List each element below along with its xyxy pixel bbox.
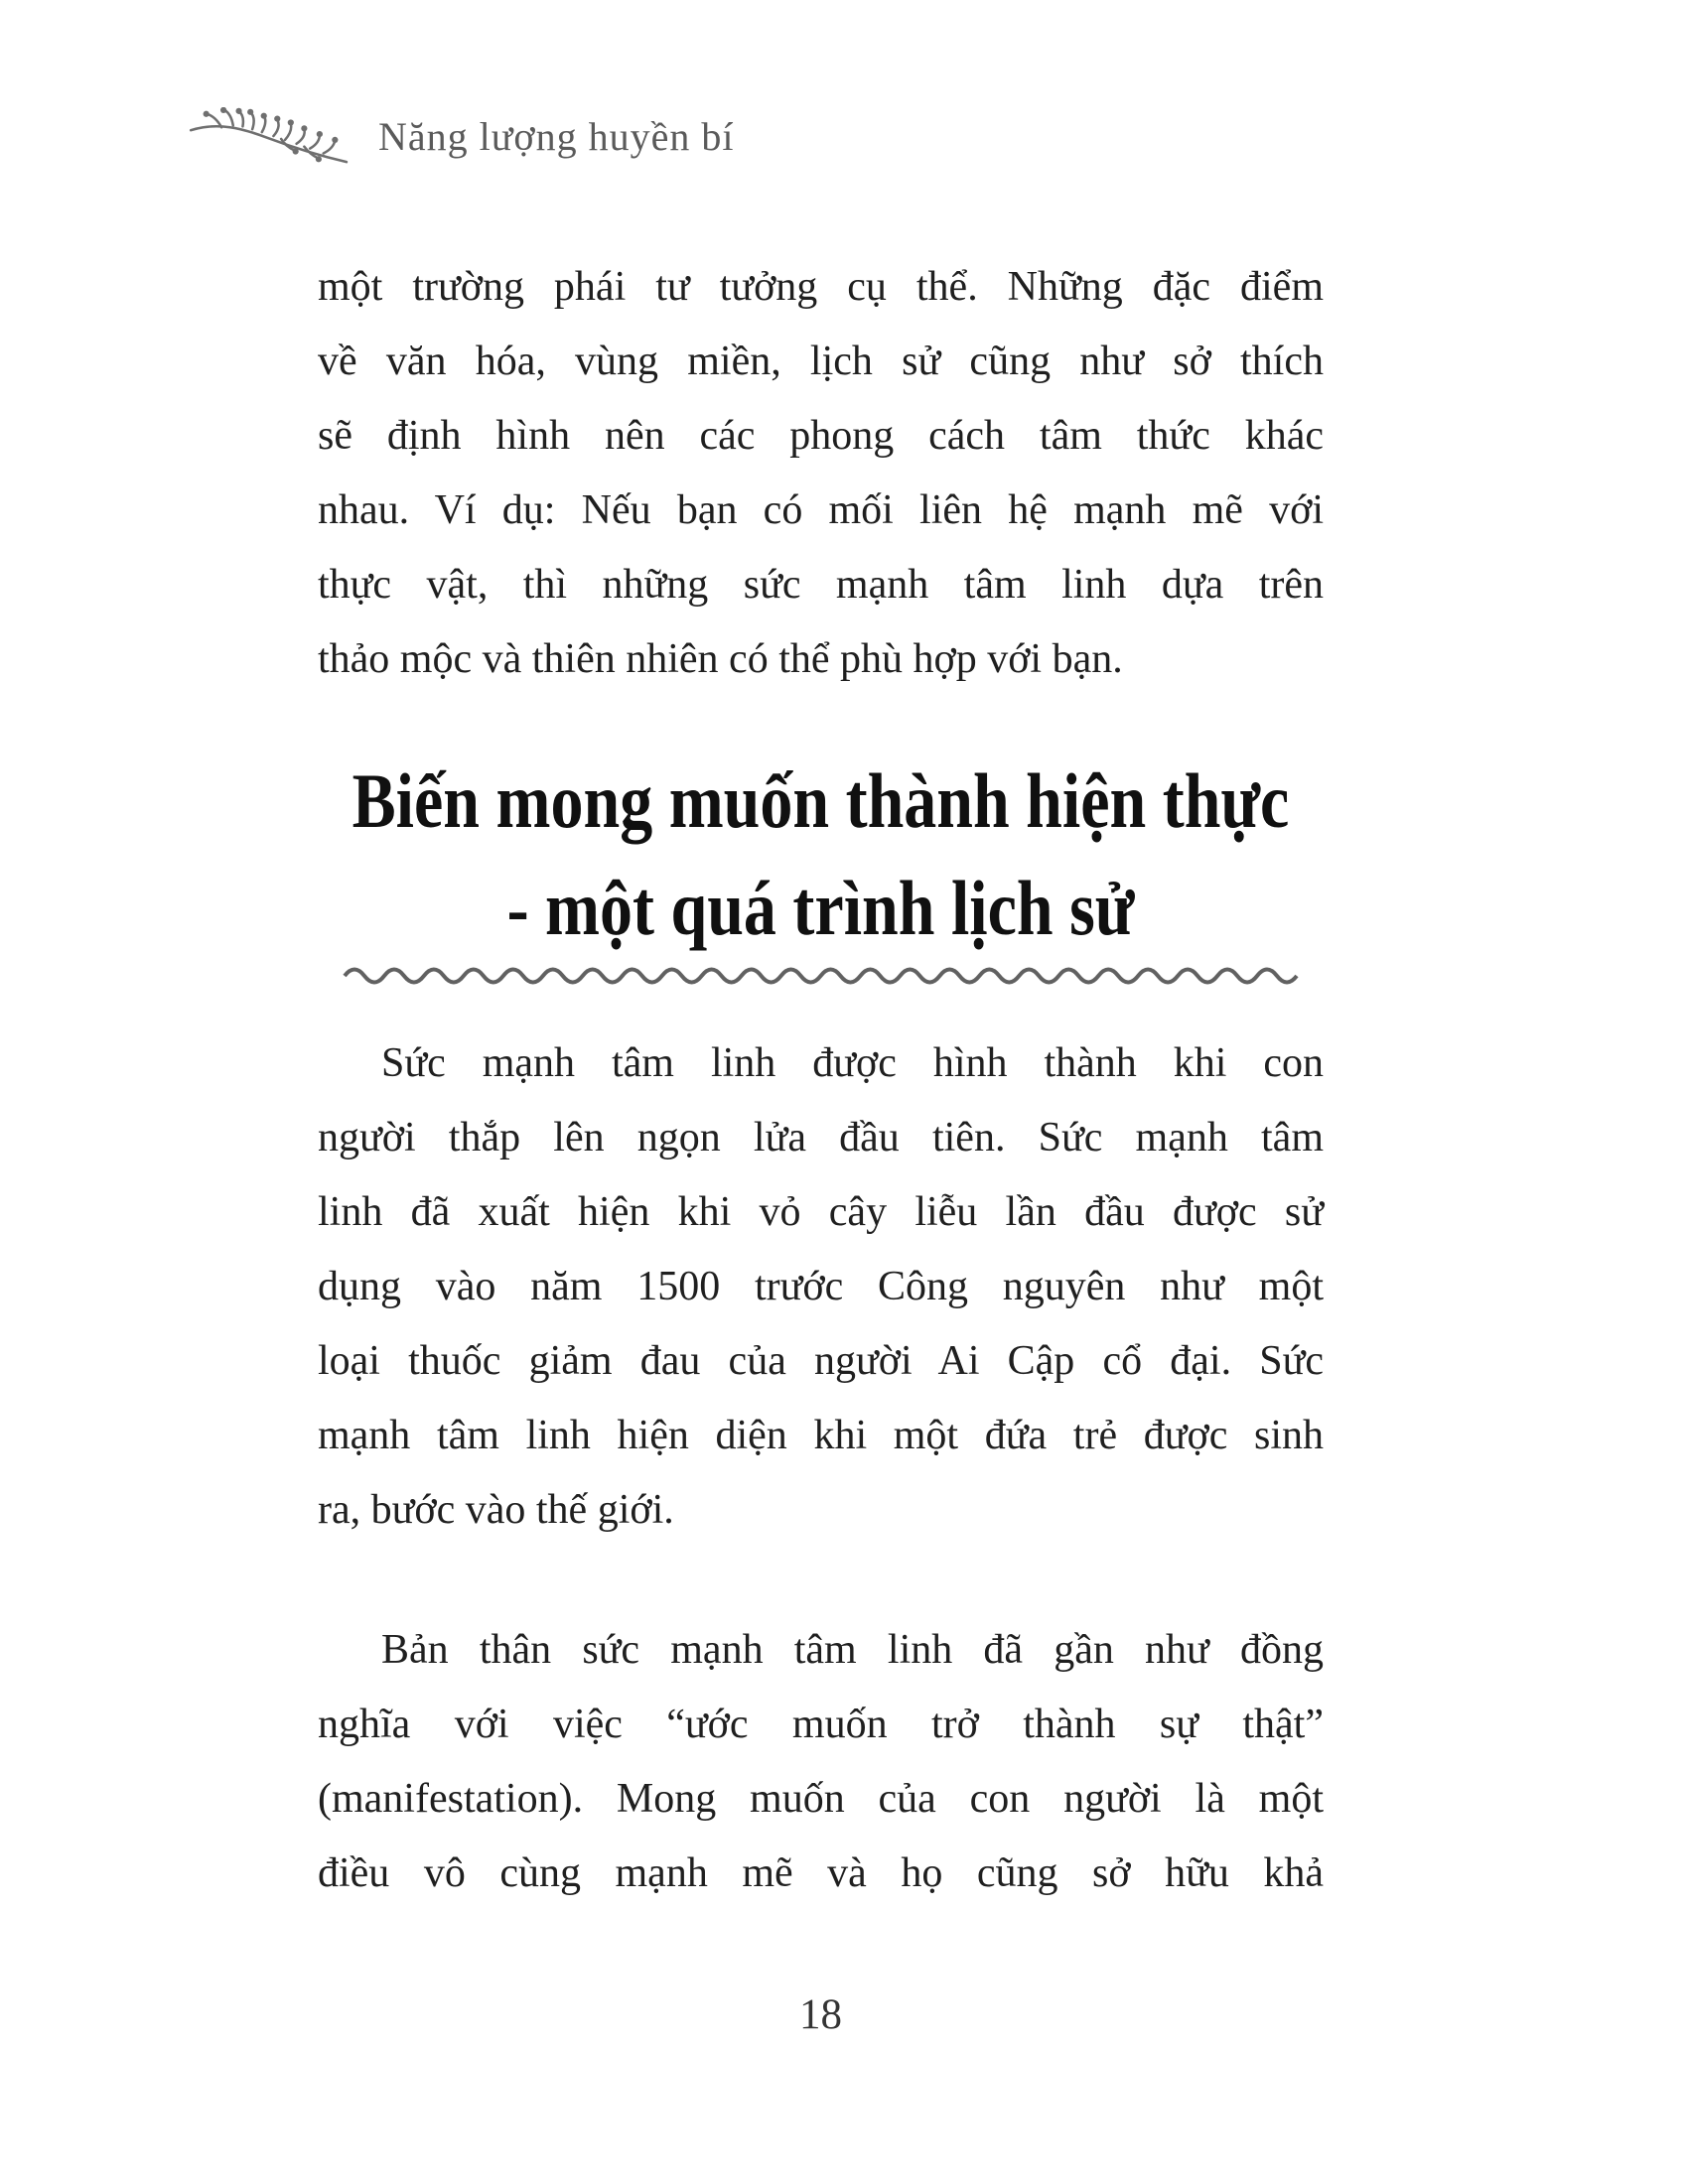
section-heading-text: - một quá trình lịch sử (506, 866, 1135, 952)
text-line: về văn hóa, vùng miền, lịch sử cũng như sở thích (318, 339, 1324, 384)
text-line: nghĩa với việc “ước muốn trở thành sự thật” (318, 1702, 1324, 1747)
running-header-title: Năng lượng huyền bí (378, 114, 735, 159)
text-line: loại thuốc giảm đau của người Ai Cập cổ đại. Sức (318, 1338, 1324, 1384)
text-line: ra, bước vào thế giới. (318, 1487, 674, 1533)
text-line: nhau. Ví dụ: Nếu bạn có mối liên hệ mạnh mẽ với (318, 487, 1324, 533)
section-heading (318, 752, 1324, 987)
text-line: sẽ định hình nên các phong cách tâm thức khác (318, 413, 1324, 459)
paragraph (318, 1613, 1324, 1911)
section-heading-text: Biến mong muốn thành hiện thực (352, 758, 1290, 845)
section-heading-line-1 (318, 752, 1324, 860)
text-line: điều vô cùng mạnh mẽ và họ cũng sở hữu khả (318, 1850, 1324, 1896)
paragraph (318, 250, 1324, 697)
text-line: người thắp lên ngọn lửa đầu tiên. Sức mạnh tâm (318, 1115, 1324, 1160)
text-line: mạnh tâm linh hiện diện khi một đứa trẻ được sinh (318, 1413, 1324, 1458)
text-column (318, 250, 1324, 1911)
text-line: linh đã xuất hiện khi vỏ cây liễu lần đầu được sử (318, 1189, 1324, 1235)
running-header (189, 107, 734, 167)
text-line: một trường phái tư tưởng cụ thể. Những đặc điểm (318, 264, 1324, 310)
text-line: Bản thân sức mạnh tâm linh đã gần như đồng (381, 1627, 1324, 1673)
text-line: thực vật, thì những sức mạnh tâm linh dựa trên (318, 562, 1324, 608)
text-line: Sức mạnh tâm linh được hình thành khi con (381, 1040, 1324, 1086)
page-number: 18 (799, 1991, 842, 2038)
text-line: thảo mộc và thiên nhiên có thể phù hợp với bạn. (318, 636, 1123, 682)
text-line: (manifestation). Mong muốn của con người là một (318, 1776, 1324, 1822)
branch-sprig-icon (189, 107, 352, 167)
text-line: dụng vào năm 1500 trước Công nguyên như một (318, 1264, 1324, 1309)
paragraph (318, 1026, 1324, 1548)
section-heading-line-2 (318, 860, 1324, 967)
